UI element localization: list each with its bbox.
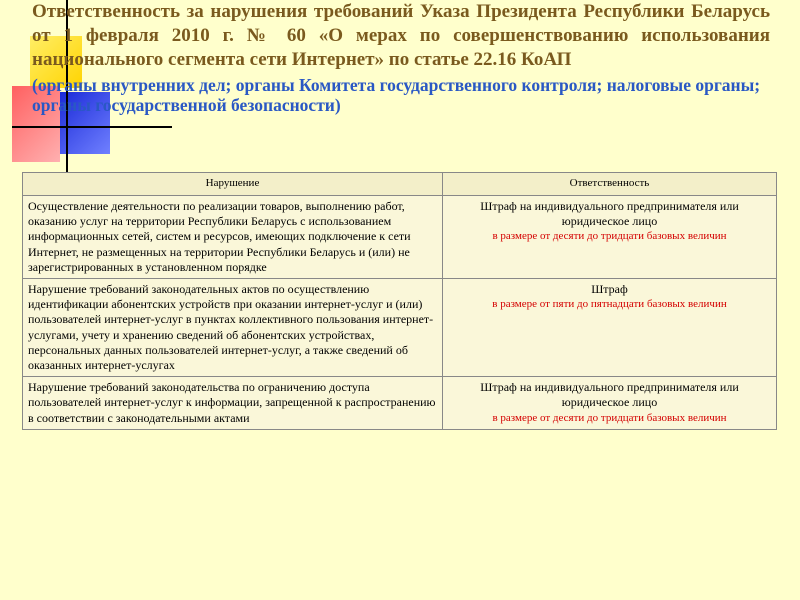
slide-subtitle: (органы внутренних дел; органы Комитета государственного контроля; налоговые органы; органы государственной безопасности) (32, 75, 761, 115)
slide-title: Ответственность за нарушения требований Указа Президента Республики Беларусь от 1 февраля 2010 г. № 60 «О мерах по совершенствованию использования национального сегмента сети Интернет» по статье 22.16 КоАП (32, 1, 770, 70)
penalty-text: Штраф на индивидуального предпринимателя или юридическое лицо (480, 199, 739, 229)
penalty-amount: в размере от десяти до тридцати базовых величин (492, 230, 727, 243)
penalty-amount: в размере от пяти до пятнадцати базовых величин (492, 298, 727, 311)
violation-cell: Нарушение требований законодательных актов по осуществлению идентификации абонентских устройств при оказании интернет-услуг и (или) пользователей интернет-услуг в пунктах коллективного пользования интернет-услугами, учету и хранению сведений об абонентских устройствах, персональных данных пользователей интернет-услуг, а также сведений об оказанных интернет-услугах (23, 279, 443, 377)
violation-cell: Осуществление деятельности по реализации товаров, выполнению работ, оказанию услуг на территории Республики Беларусь с использованием информационных сетей, систем и ресурсов, имеющих подключение к сети Интернет, не размещенных на территории Республики Беларусь и (или) не зарегистрированных в установленном порядке (23, 196, 443, 279)
penalty-amount: в размере от десяти до тридцати базовых величин (492, 411, 727, 424)
penalty-text: Штраф (591, 282, 628, 297)
decor-horizontal-line (12, 126, 172, 128)
slide-header (32, 0, 770, 115)
penalty-text: Штраф на индивидуального предпринимателя или юридическое лицо (480, 380, 739, 410)
table-row (23, 377, 777, 430)
violation-cell: Нарушение требований законодательства по ограничению доступа пользователей интернет-услуг к информации, запрещенной к распространению в соответствии с законодательными актами (23, 377, 443, 430)
table-header-row (23, 173, 777, 196)
header-responsibility: Ответственность (443, 173, 777, 196)
responsibility-cell (443, 279, 777, 377)
table-row (23, 279, 777, 377)
header-violation: Нарушение (23, 173, 443, 196)
responsibility-cell (443, 196, 777, 279)
table-row (23, 196, 777, 279)
penalties-table (22, 172, 777, 430)
responsibility-cell (443, 377, 777, 430)
